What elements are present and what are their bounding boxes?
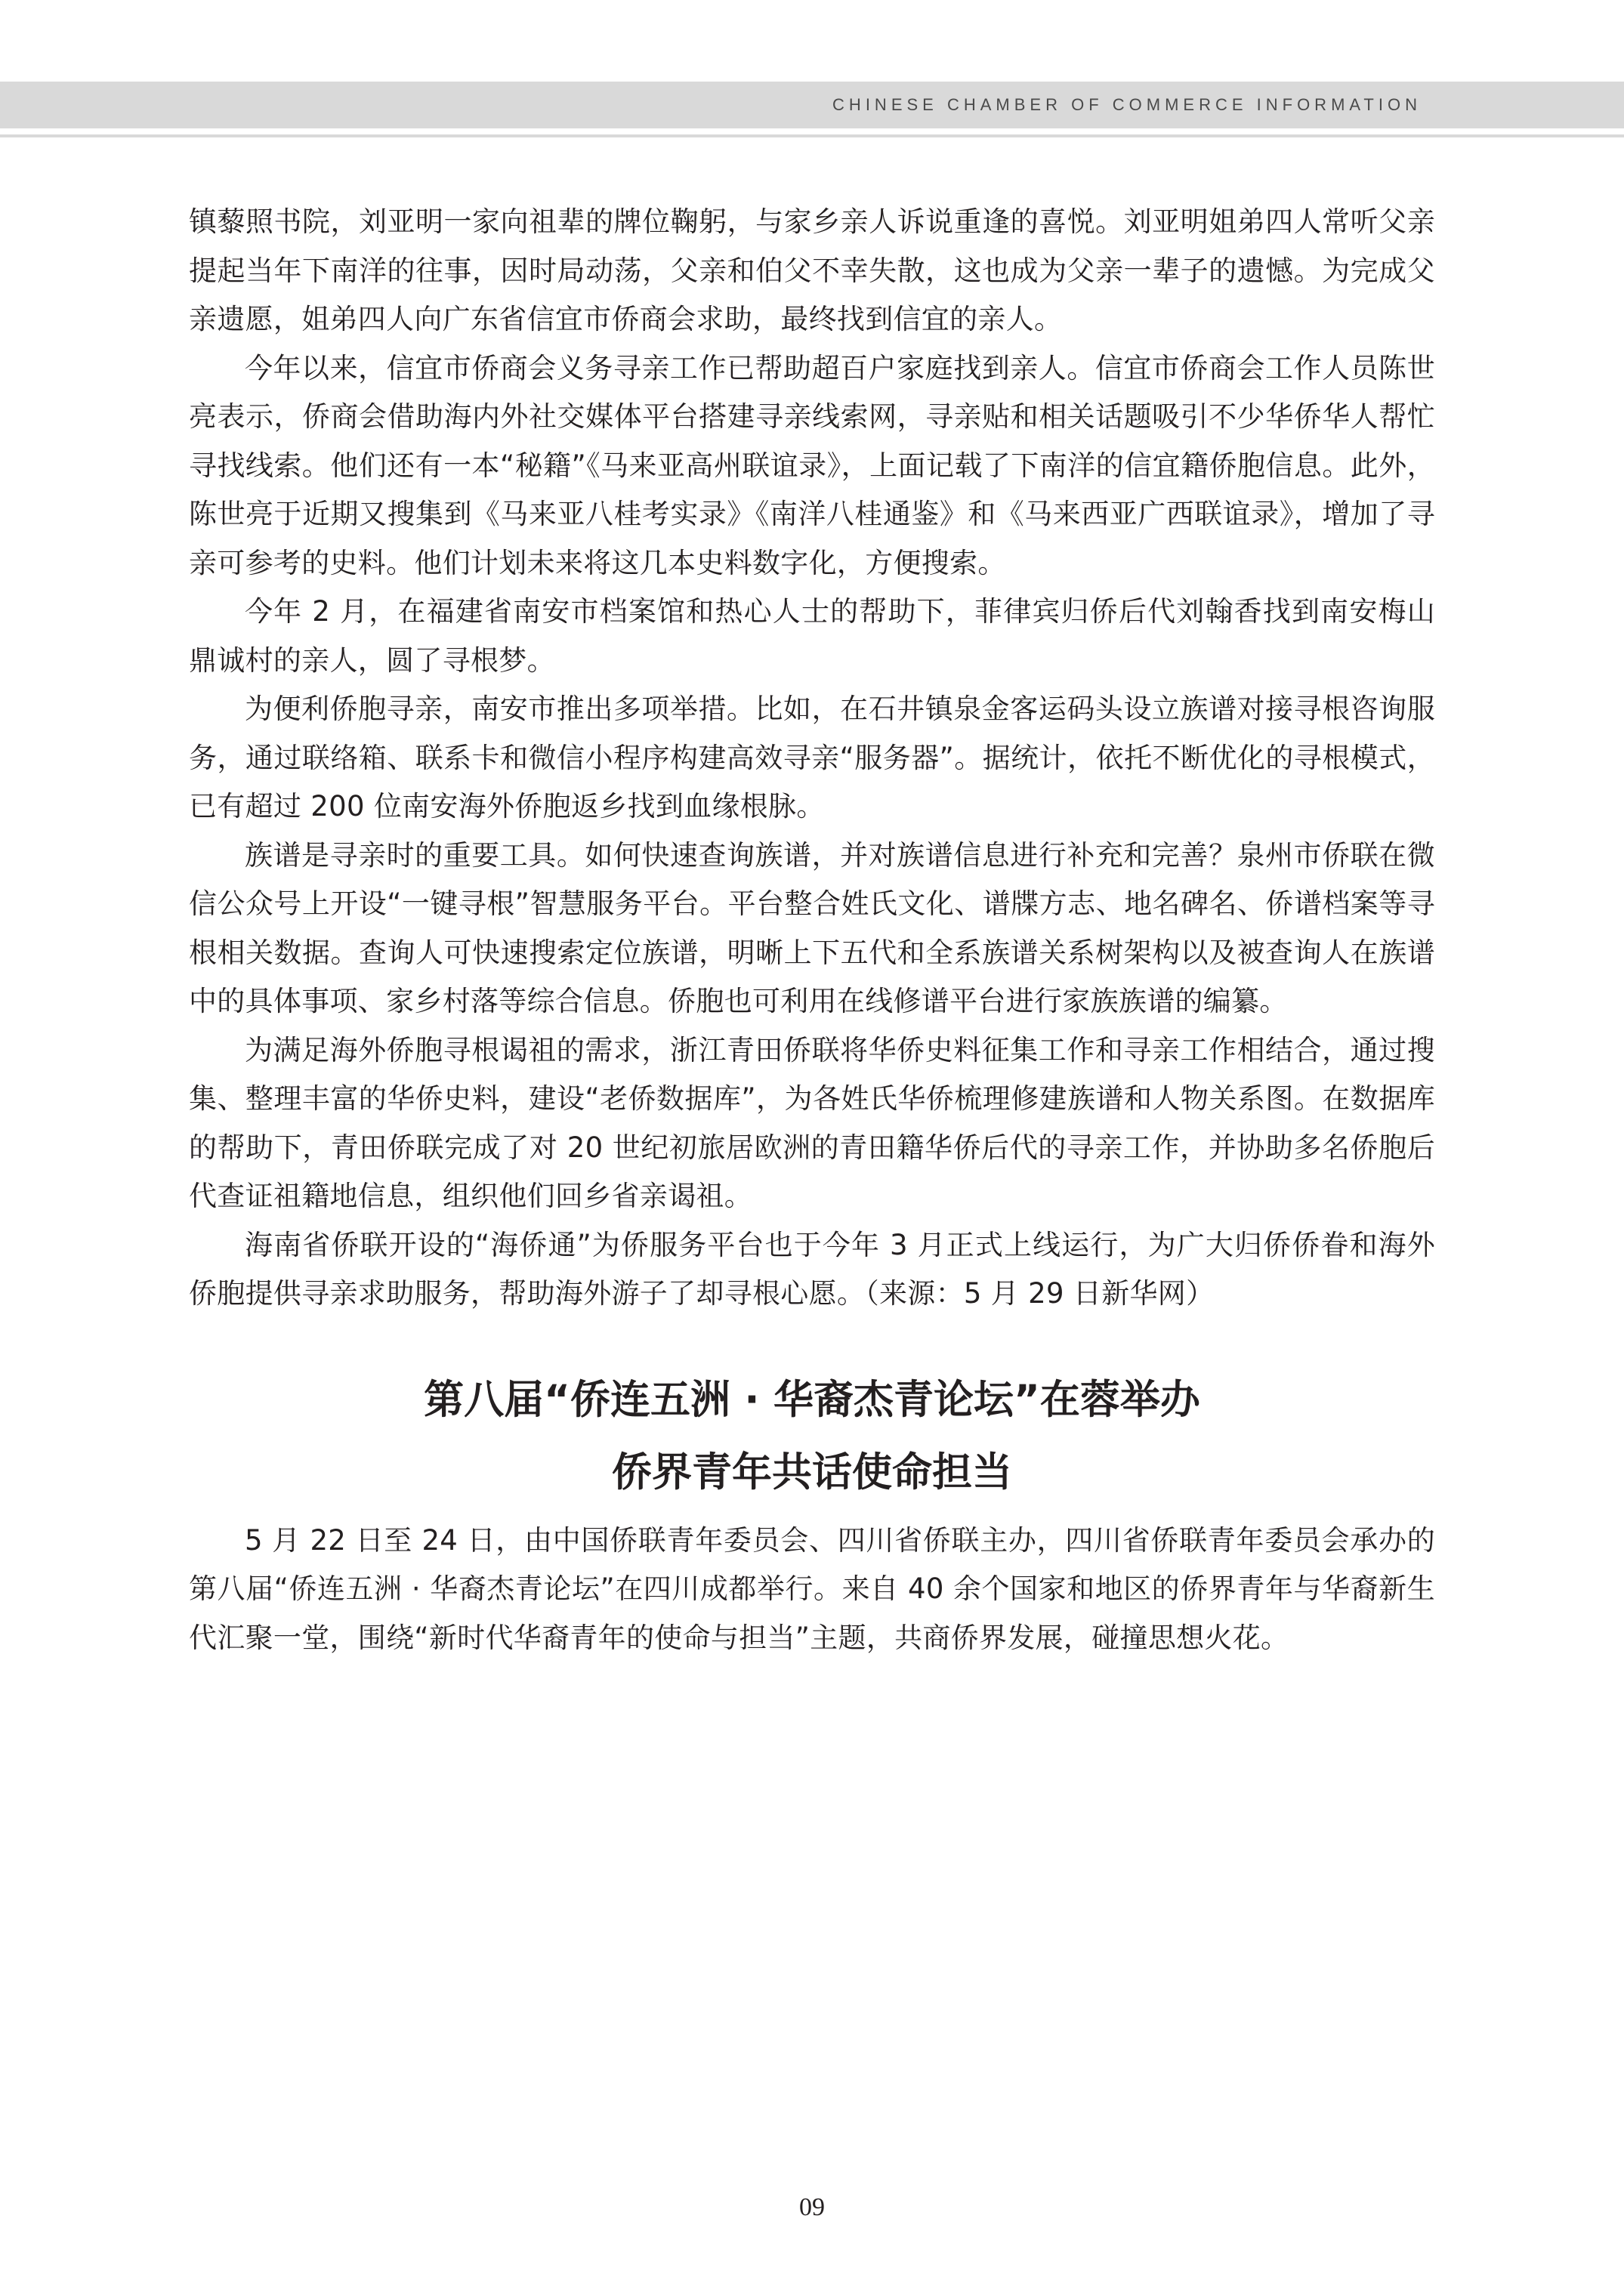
page-number: 09 (799, 2193, 825, 2221)
article1-paragraph: 族谱是寻亲时的重要工具。如何快速查询族谱，并对族谱信息进行补充和完善？泉州市侨联在微信公众号上开设“一键寻根”智慧服务平台。平台整合姓氏文化、谱牒方志、地名碑名、侨谱档案等寻根相关数据。查询人可快速搜索定位族谱，明晰上下五代和全系族谱关系树架构以及被查询人在族谱中的具体事项、家乡村落等综合信息。侨胞也可利用在线修谱平台进行家族族谱的编纂。 (189, 838, 1435, 1017)
article1-paragraph: 今年 2 月，在福建省南安市档案馆和热心人士的帮助下，菲律宾归侨后代刘翰香找到南安梅山鼎诚村的亲人，圆了寻根梦。 (189, 595, 1435, 677)
page-content (189, 198, 1435, 1662)
article2-headline (189, 1364, 1435, 1509)
article2-title-line1: 第八届“侨连五洲 · 华裔杰青论坛”在蓉举办 (424, 1376, 1200, 1423)
article1-paragraph: 海南省侨联开设的“海侨通”为侨服务平台也于今年 3 月正式上线运行，为广大归侨侨眷和海外侨胞提供寻亲求助服务，帮助海外游子了却寻根心愿。（来源：5 月 29 日新华网） (189, 1228, 1435, 1310)
article1-paragraph: 为满足海外侨胞寻根谒祖的需求，浙江青田侨联将华侨史料征集工作和寻亲工作相结合，通过搜集、整理丰富的华侨史料，建设“老侨数据库”，为各姓氏华侨梳理修建族谱和人物关系图。在数据库的帮助下，青田侨联完成了对 20 世纪初旅居欧洲的青田籍华侨后代的寻亲工作，并协助多名侨胞后代查证祖籍地信息，组织他们回乡省亲谒祖。 (189, 1033, 1435, 1212)
article2-title (189, 1364, 1435, 1509)
article1-paragraph: 今年以来，信宜市侨商会义务寻亲工作已帮助超百户家庭找到亲人。信宜市侨商会工作人员陈世亮表示，侨商会借助海内外社交媒体平台搭建寻亲线索网，寻亲贴和相关话题吸引不少华侨华人帮忙寻找线索。他们还有一本“秘籍”《马来亚高州联谊录》，上面记载了下南洋的信宜籍侨胞信息。此外，陈世亮于近期又搜集到《马来亚八桂考实录》《南洋八桂通鉴》和《马来西亚广西联谊录》，增加了寻亲可参考的史料。他们计划未来将这几本史料数字化，方便搜索。 (189, 351, 1435, 579)
article2-title-line2: 侨界青年共话使命担当 (612, 1449, 1012, 1495)
article1-paragraph: 为便利侨胞寻亲，南安市推出多项举措。比如，在石井镇泉金客运码头设立族谱对接寻根咨询服务，通过联络箱、联系卡和微信小程序构建高效寻亲“服务器”。据统计，依托不断优化的寻根模式，已有超过 200 位南安海外侨胞返乡找到血缘根脉。 (189, 693, 1435, 822)
publication-name: CHINESE CHAMBER OF COMMERCE INFORMATION (832, 95, 1422, 114)
article2-paragraph: 5 月 22 日至 24 日，由中国侨联青年委员会、四川省侨联主办，四川省侨联青年委员会承办的第八届“侨连五洲 · 华裔杰青论坛”在四川成都举行。来自 40 余个国家和地区的侨界青年与华裔新生代汇聚一堂，围绕“新时代华裔青年的使命与担当”主题，共商侨界发展，碰撞思想火花。 (189, 1523, 1435, 1654)
header-rule (0, 134, 1624, 137)
article1-paragraph: 镇藜照书院，刘亚明一家向祖辈的牌位鞠躬，与家乡亲人诉说重逢的喜悦。刘亚明姐弟四人常听父亲提起当年下南洋的往事，因时局动荡，父亲和伯父不幸失散，这也成为父亲一辈子的遗憾。为完成父亲遗愿，姐弟四人向广东省信宜市侨商会求助，最终找到信宜的亲人。 (189, 205, 1435, 335)
